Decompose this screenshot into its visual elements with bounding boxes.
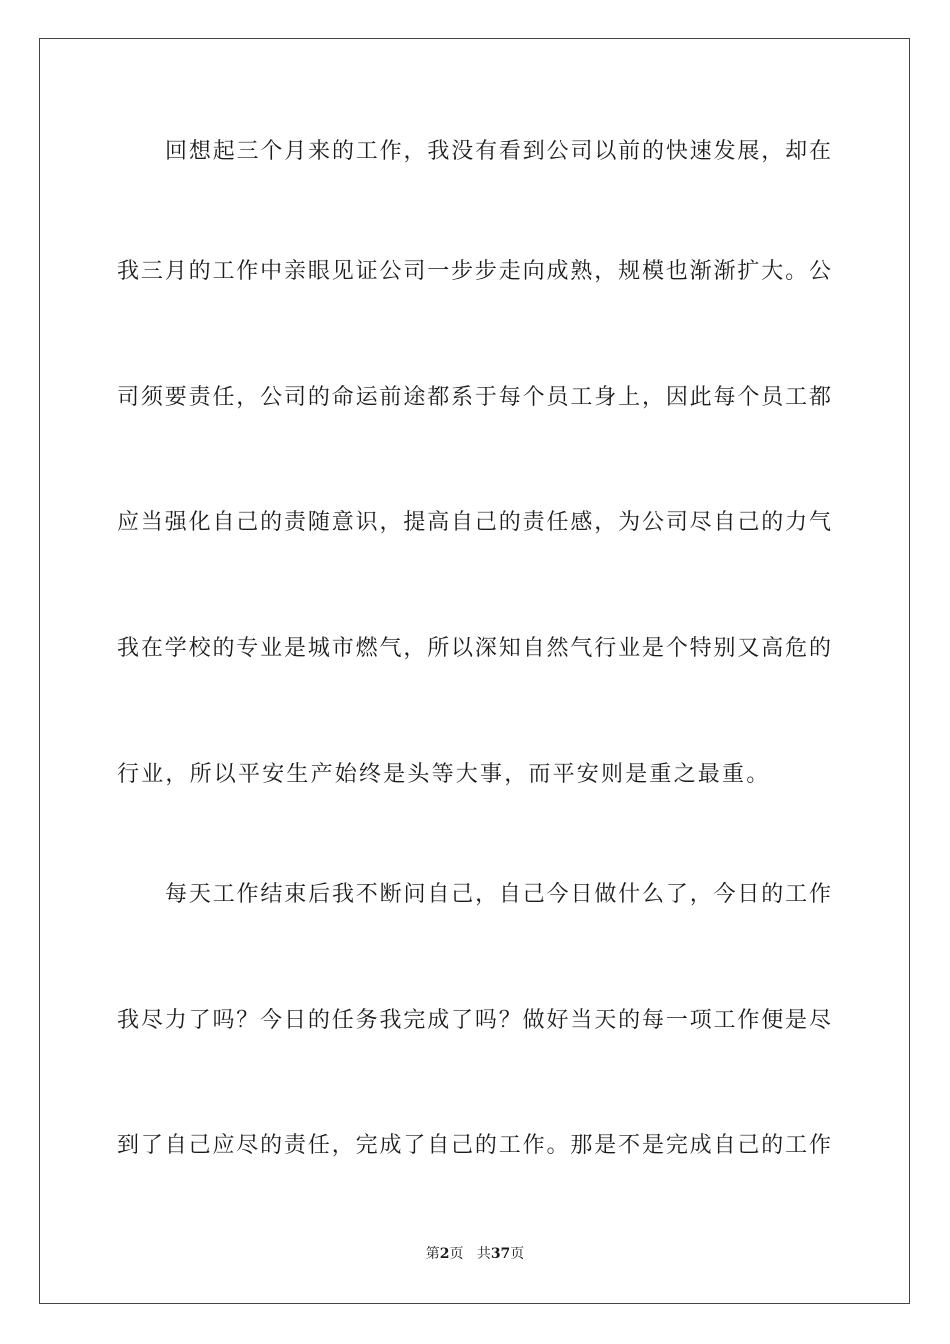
total-page-count: 37 [490, 1246, 511, 1262]
page-border [39, 38, 910, 1304]
paragraph-1-line-3: 司须要责任，公司的命运前途都系于每个员工身上，因此每个员工都 [117, 385, 831, 410]
paragraph-1-line-6: 行业，所以平安生产始终是头等大事，而平安则是重之最重。 [117, 762, 771, 787]
paragraph-1-line-5: 我在学校的专业是城市燃气，所以深知自然气行业是个特别又高危的 [117, 636, 831, 661]
footer-total-prefix: 共 [476, 1246, 491, 1262]
current-page-number: 2 [439, 1246, 450, 1262]
paragraph-1-line-4: 应当强化自己的责随意识，提高自己的责任感，为公司尽自己的力气 [117, 510, 831, 535]
page-number-footer [0, 1244, 950, 1264]
paragraph-1-line-2: 我三月的工作中亲眼见证公司一步步走向成熟，规模也渐渐扩大。公 [117, 259, 831, 284]
paragraph-2-line-3: 到了自己应尽的责任，完成了自己的工作。那是不是完成自己的工作 [117, 1133, 831, 1158]
paragraph-2-line-1: 每天工作结束后我不断问自己，自己今日做什么了，今日的工作 [165, 882, 831, 907]
paragraph-1-line-1: 回想起三个月来的工作，我没有看到公司以前的快速发展，却在 [165, 139, 831, 164]
paragraph-2-line-2: 我尽力了吗？今日的任务我完成了吗？做好当天的每一项工作便是尽 [117, 1008, 831, 1033]
footer-page-suffix: 页 [449, 1246, 464, 1262]
footer-prefix: 第 [425, 1246, 440, 1262]
footer-total-suffix: 页 [510, 1246, 525, 1262]
